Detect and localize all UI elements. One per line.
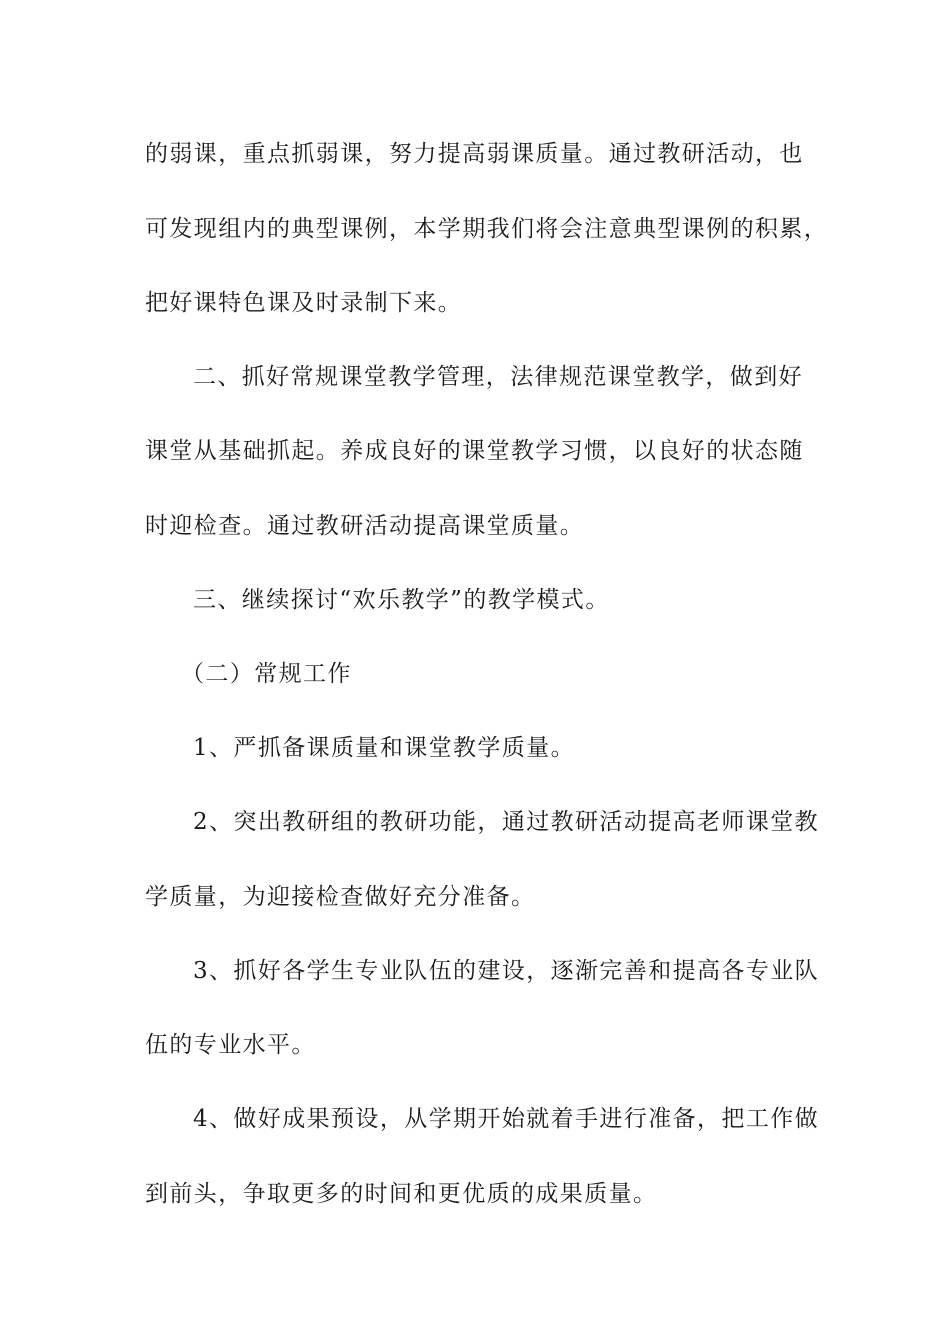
item-3-line-2: 伍的专业水平。 xyxy=(145,1032,316,1058)
paragraph-2-line-3: 时迎检查。通过教研活动提高课堂质量。 xyxy=(145,513,585,539)
paragraph-3-line-1: 三、继续探讨“欢乐教学”的教学模式。 xyxy=(193,587,610,613)
item-4-line-1: 4、做好成果预设，从学期开始就着手进行准备，把工作做 xyxy=(193,1106,820,1132)
item-3-line-1: 3、抓好各学生专业队伍的建设，逐渐完善和提高各专业队 xyxy=(193,958,820,984)
paragraph-2-line-2: 课堂从基础抓起。养成良好的课堂教学习惯，以良好的状态随 xyxy=(145,438,804,464)
item-2-line-1: 2、突出教研组的教研功能，通过教研活动提高老师课堂教 xyxy=(193,809,820,835)
paragraph-1-line-2: 可发现组内的典型课例，本学期我们将会注意典型课例的积累， xyxy=(145,216,829,242)
paragraph-1-line-1: 的弱课，重点抓弱课，努力提高弱课质量。通过教研活动，也 xyxy=(145,141,804,167)
section-heading-routine-work: （二）常规工作 xyxy=(181,661,352,687)
paragraph-1-line-3: 把好课特色课及时录制下来。 xyxy=(145,290,463,316)
item-2-line-2: 学质量，为迎接检查做好充分准备。 xyxy=(145,884,536,910)
item-4-line-2: 到前头，争取更多的时间和更优质的成果质量。 xyxy=(145,1181,658,1207)
paragraph-2-line-1: 二、抓好常规课堂教学管理，法律规范课堂教学，做到好 xyxy=(193,364,803,390)
item-1-line-1: 1、严抓备课质量和课堂教学质量。 xyxy=(193,735,576,761)
